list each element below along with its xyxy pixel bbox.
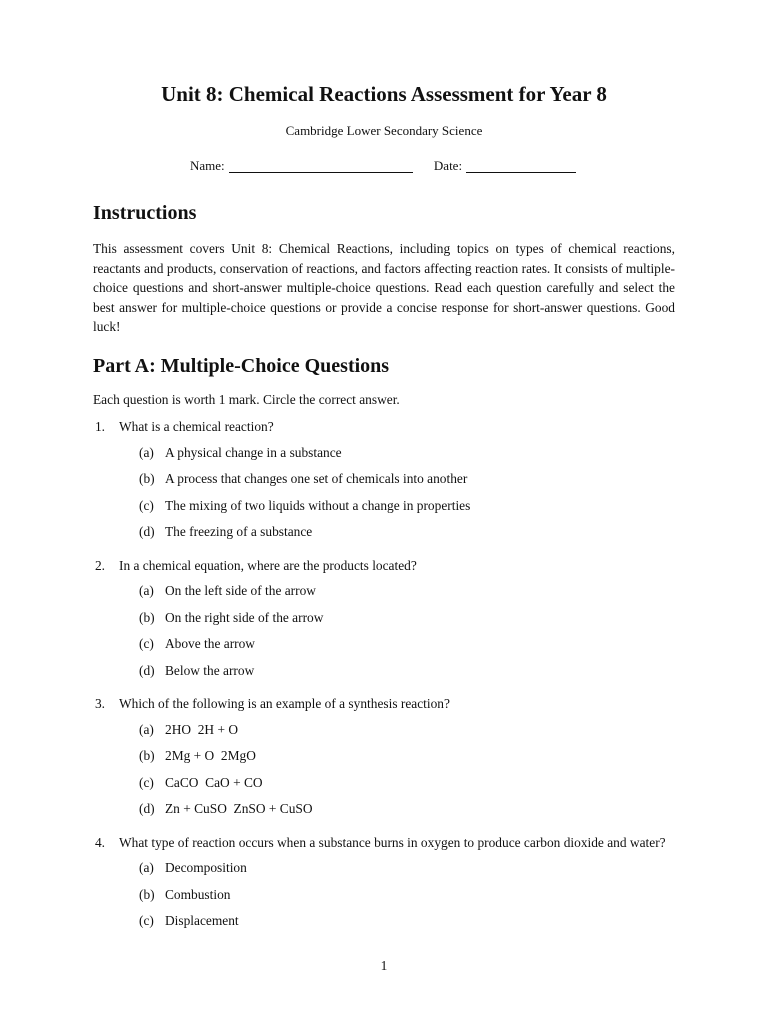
question-number: 4.	[94, 834, 105, 850]
question-4	[93, 834, 675, 939]
question-2	[93, 557, 675, 689]
document-subtitle: Cambridge Lower Secondary Science	[285, 123, 483, 138]
question-number: 2.	[94, 557, 105, 573]
option-label: (d)	[139, 801, 155, 816]
option-item[interactable]	[119, 774, 675, 801]
option-item[interactable]	[119, 800, 675, 827]
option-text: The mixing of two liquids without a change in properties	[165, 497, 471, 513]
instructions-heading: Instructions	[93, 202, 197, 224]
option-label: (c)	[139, 497, 154, 513]
option-item[interactable]	[119, 470, 675, 497]
option-label: (b)	[139, 886, 155, 902]
option-label: (d)	[139, 662, 155, 678]
option-text: 2HO 2H + O	[165, 721, 239, 737]
option-label: (b)	[139, 471, 155, 486]
option-list	[119, 721, 675, 827]
option-item[interactable]	[119, 912, 675, 939]
option-label: (a)	[139, 860, 154, 875]
name-label: Name:	[190, 158, 225, 173]
question-number: 3.	[94, 696, 105, 711]
option-label: (a)	[139, 444, 154, 460]
option-label: (c)	[139, 913, 154, 928]
option-item[interactable]	[119, 582, 675, 609]
option-item[interactable]	[119, 747, 675, 774]
option-item[interactable]	[119, 444, 675, 471]
option-text: Decomposition	[165, 860, 247, 875]
option-item[interactable]	[119, 497, 675, 524]
date-blank-line[interactable]	[466, 158, 576, 173]
option-text: 2Mg + O 2MgO	[165, 748, 256, 763]
option-label: (c)	[139, 636, 154, 651]
option-text: On the right side of the arrow	[165, 609, 324, 625]
option-item[interactable]	[119, 523, 675, 550]
part-a-heading: Part A: Multiple-Choice Questions	[93, 355, 390, 377]
part-a-intro: Each question is worth 1 mark. Circle the correct answer.	[93, 392, 400, 407]
option-text: Zn + CuSO ZnSO + CuSO	[165, 801, 313, 816]
question-text: What is a chemical reaction?	[119, 419, 274, 434]
name-blank-line[interactable]	[229, 158, 413, 173]
question-list	[93, 418, 675, 946]
question-number: 1.	[94, 419, 105, 434]
option-text: CaCO CaO + CO	[165, 774, 263, 790]
option-label: (a)	[139, 583, 154, 598]
option-list	[119, 582, 675, 688]
option-text: Combustion	[165, 886, 231, 902]
option-text: Below the arrow	[165, 662, 255, 678]
option-text: Displacement	[165, 913, 239, 928]
option-list	[119, 859, 675, 939]
option-item[interactable]	[119, 859, 675, 886]
option-list	[119, 444, 675, 550]
option-item[interactable]	[119, 609, 675, 636]
option-label: (a)	[139, 721, 154, 737]
question-text: Which of the following is an example of a synthesis reaction?	[119, 696, 450, 711]
option-text: A process that changes one set of chemicals into another	[165, 471, 468, 486]
option-label: (b)	[139, 609, 155, 625]
option-item[interactable]	[119, 886, 675, 913]
option-text: A physical change in a substance	[165, 444, 342, 460]
question-3	[93, 695, 675, 827]
option-item[interactable]	[119, 662, 675, 689]
document-title: Unit 8: Chemical Reactions Assessment for Year 8	[161, 82, 607, 106]
option-text: Above the arrow	[165, 636, 255, 651]
option-item[interactable]	[119, 721, 675, 748]
date-label: Date:	[433, 158, 463, 173]
option-text: The freezing of a substance	[165, 524, 313, 539]
question-text: What type of reaction occurs when a substance burns in oxygen to produce carbon dioxide and water?	[119, 834, 666, 850]
option-label: (d)	[139, 524, 155, 539]
option-label: (c)	[139, 774, 154, 790]
question-text: In a chemical equation, where are the products located?	[119, 557, 417, 573]
instructions-text: This assessment covers Unit 8: Chemical Reactions, including topics on types of chemical reactions, reactants and products, conservation of reactions, and factors affecting reaction rates. It consists of multiple-choice questions and short-answer multiple-choice questions. Read each question carefully and select the best answer for multiple-choice questions or provide a concise response for short-answer questions. Good luck!	[93, 241, 675, 335]
option-text: On the left side of the arrow	[165, 583, 316, 598]
name-date-row	[190, 158, 576, 174]
question-1	[93, 418, 675, 550]
page-number: 1	[380, 958, 388, 973]
option-label: (b)	[139, 748, 155, 763]
option-item[interactable]	[119, 635, 675, 662]
